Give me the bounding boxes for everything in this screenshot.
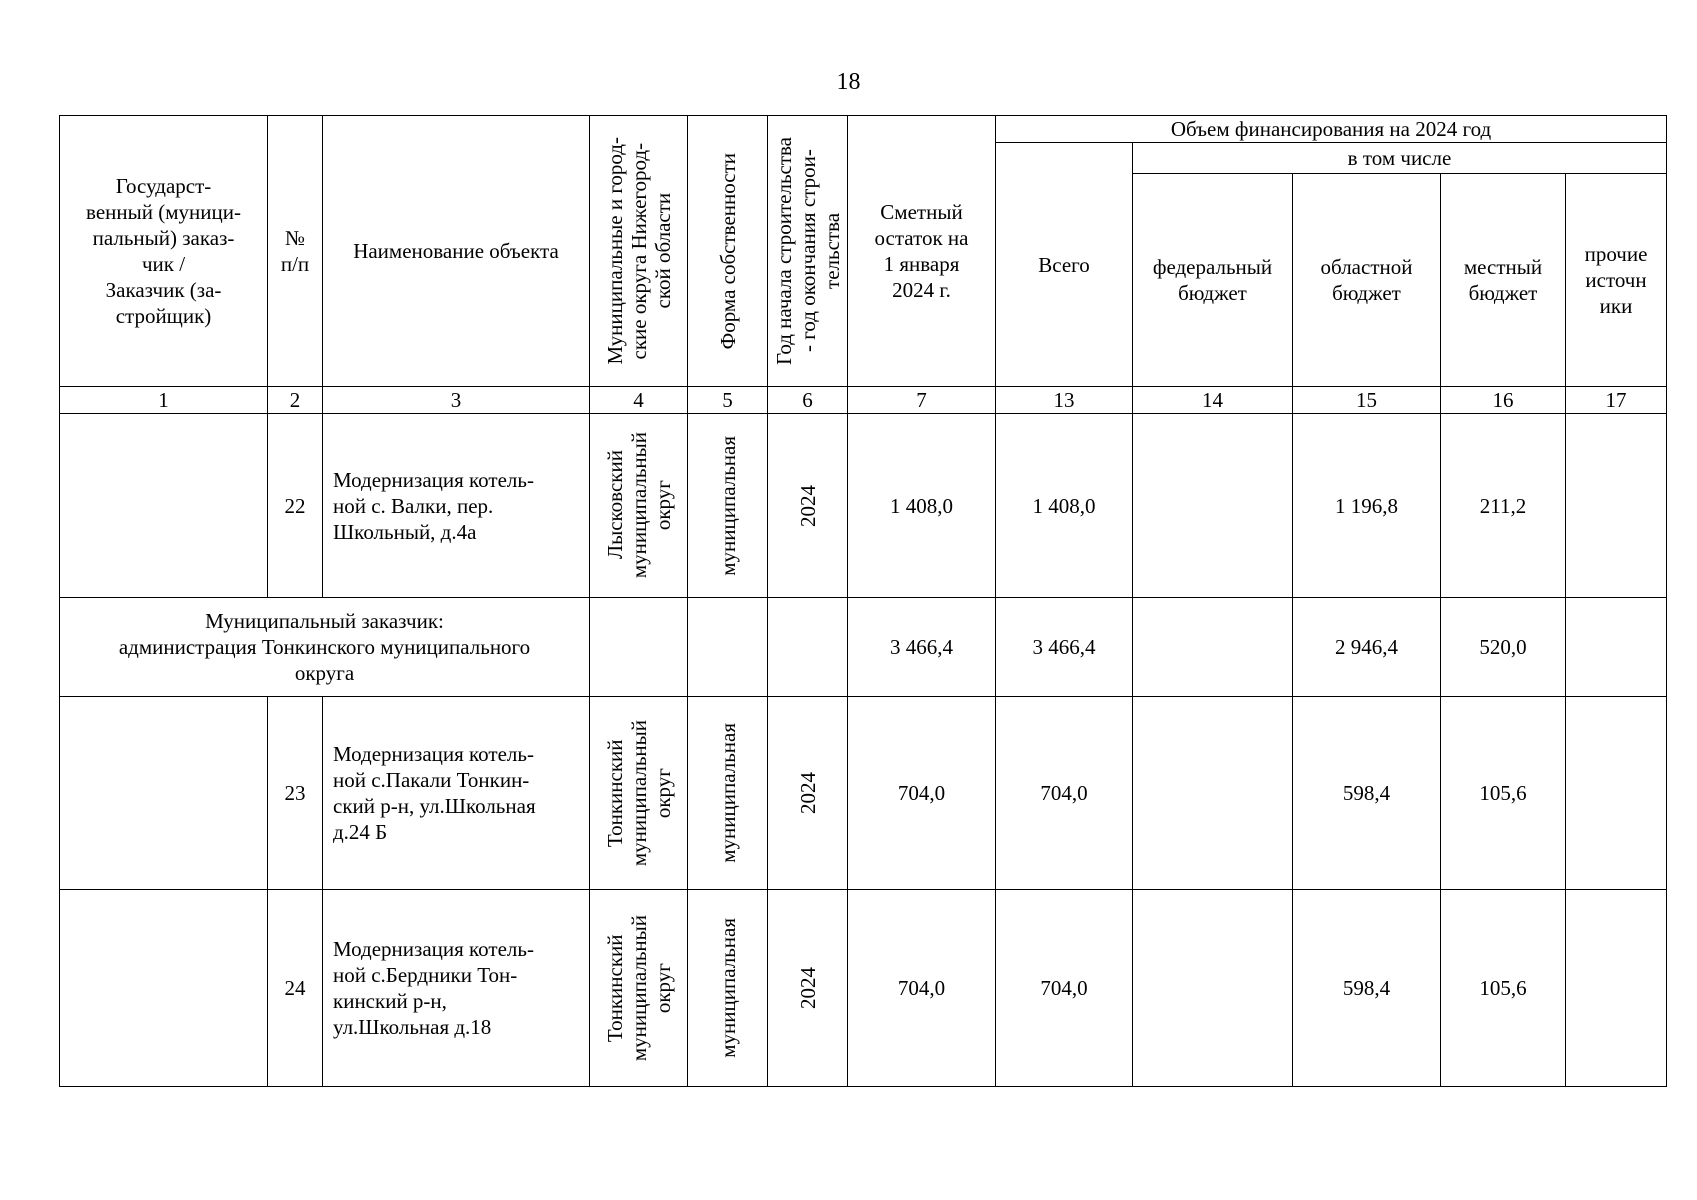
- table-row: [60, 890, 1667, 1087]
- num-cell: 24: [268, 890, 323, 1087]
- years-text: 2024: [795, 484, 820, 527]
- object-name-cell: Модернизация котель- ной с. Валки, пер. Школьный, д.4а: [323, 414, 590, 598]
- other-cell: [1566, 890, 1667, 1087]
- federal-cell: [1133, 890, 1293, 1087]
- local-cell: 105,6: [1441, 697, 1566, 890]
- header-years: [768, 116, 848, 387]
- ownership-cell: [688, 890, 768, 1087]
- regional-cell: 598,4: [1293, 890, 1441, 1087]
- num-cell: 23: [268, 697, 323, 890]
- years-cell: [768, 890, 848, 1087]
- district-text: Тонкинский муниципальный округ: [602, 914, 675, 1062]
- district-cell: [590, 697, 688, 890]
- district-cell: [590, 890, 688, 1087]
- header-estimate: Сметный остаток на 1 января 2024 г.: [848, 116, 996, 387]
- column-number: 15: [1293, 387, 1441, 414]
- years-text: 2024: [795, 967, 820, 1009]
- header-customer: Государст- венный (муници- пальный) заказ- чик / Заказчик (за- стройщик): [60, 116, 268, 387]
- regional-cell: 2 946,4: [1293, 598, 1441, 697]
- total-cell: 1 408,0: [996, 414, 1133, 598]
- column-number: 2: [268, 387, 323, 414]
- header-regional: областной бюджет: [1293, 174, 1441, 387]
- header-num: № п/п: [268, 116, 323, 387]
- object-name-cell: Модернизация котель- ной с.Бердники Тон- кинский р-н, ул.Школьная д.18: [323, 890, 590, 1087]
- ownership-text: муниципальная: [715, 918, 740, 1058]
- column-number: 5: [688, 387, 768, 414]
- header-funding-title: Объем финансирования на 2024 год: [996, 116, 1667, 143]
- header-object-name: Наименование объекта: [323, 116, 590, 387]
- column-number: 13: [996, 387, 1133, 414]
- local-cell: 520,0: [1441, 598, 1566, 697]
- years-text: 2024: [795, 772, 820, 814]
- federal-cell: [1133, 414, 1293, 598]
- financing-table: [59, 115, 1667, 1087]
- federal-cell: [1133, 697, 1293, 890]
- district-cell: [590, 414, 688, 598]
- federal-cell: [1133, 598, 1293, 697]
- header-years-text: Год начала строительства - год окончания строи- тельства: [771, 137, 844, 365]
- customer-group-row: [60, 598, 1667, 697]
- header-ownership: [688, 116, 768, 387]
- header-municipal-districts-text: Муниципальные и город- ские округа Нижегород- ской области: [602, 137, 675, 365]
- column-number: 16: [1441, 387, 1566, 414]
- object-name-cell: Модернизация котель- ной с.Пакали Тонкин- ский р-н, ул.Школьная д.24 Б: [323, 697, 590, 890]
- other-cell: [1566, 598, 1667, 697]
- years-cell: [768, 697, 848, 890]
- customer-cell: [60, 890, 268, 1087]
- column-number: 7: [848, 387, 996, 414]
- header-municipal-districts: [590, 116, 688, 387]
- total-cell: 704,0: [996, 890, 1133, 1087]
- estimate-cell: 3 466,4: [848, 598, 996, 697]
- empty-cell: [688, 598, 768, 697]
- customer-group-cell: Муниципальный заказчик: администрация Тонкинского муниципального округа: [60, 598, 590, 697]
- ownership-cell: [688, 697, 768, 890]
- estimate-cell: 1 408,0: [848, 414, 996, 598]
- total-cell: 704,0: [996, 697, 1133, 890]
- ownership-text: муниципальная: [715, 723, 740, 863]
- ownership-text: муниципальная: [715, 435, 740, 576]
- header-ownership-text: Форма собственности: [715, 152, 740, 350]
- column-numbers-row: [60, 387, 1667, 414]
- column-number: 4: [590, 387, 688, 414]
- district-text: Тонкинский муниципальный округ: [602, 719, 675, 867]
- ownership-cell: [688, 414, 768, 598]
- header-other: прочие источн ики: [1566, 174, 1667, 387]
- customer-cell: [60, 697, 268, 890]
- header-federal: федеральный бюджет: [1133, 174, 1293, 387]
- estimate-cell: 704,0: [848, 697, 996, 890]
- table-row: [60, 697, 1667, 890]
- other-cell: [1566, 697, 1667, 890]
- local-cell: 211,2: [1441, 414, 1566, 598]
- total-cell: 3 466,4: [996, 598, 1133, 697]
- regional-cell: 1 196,8: [1293, 414, 1441, 598]
- empty-cell: [590, 598, 688, 697]
- customer-cell: [60, 414, 268, 598]
- empty-cell: [768, 598, 848, 697]
- other-cell: [1566, 414, 1667, 598]
- num-cell: 22: [268, 414, 323, 598]
- column-number: 3: [323, 387, 590, 414]
- table-row: [60, 414, 1667, 598]
- column-number: 14: [1133, 387, 1293, 414]
- local-cell: 105,6: [1441, 890, 1566, 1087]
- district-text: Лысковский муниципальный округ: [602, 432, 675, 579]
- estimate-cell: 704,0: [848, 890, 996, 1087]
- header-local: местный бюджет: [1441, 174, 1566, 387]
- page-number: 18: [836, 69, 861, 95]
- regional-cell: 598,4: [1293, 697, 1441, 890]
- years-cell: [768, 414, 848, 598]
- header-including: в том числе: [1133, 143, 1667, 174]
- column-number: 1: [60, 387, 268, 414]
- column-number: 6: [768, 387, 848, 414]
- header-total: Всего: [996, 143, 1133, 387]
- column-number: 17: [1566, 387, 1667, 414]
